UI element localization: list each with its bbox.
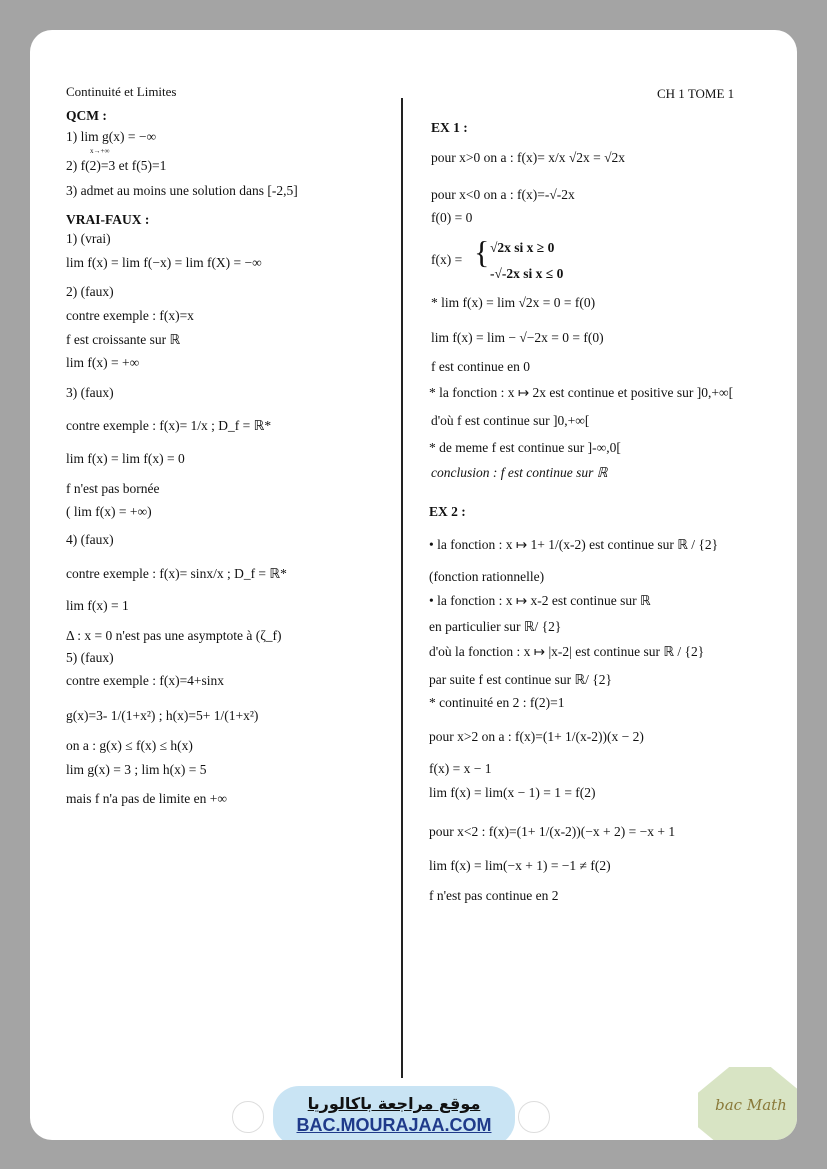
- logo-right-icon: [518, 1101, 550, 1133]
- vf-5-functions: g(x)=3- 1/(1+x²) ; h(x)=5+ 1/(1+x²): [66, 708, 259, 723]
- ex2-title: EX 2 :: [429, 504, 466, 519]
- ex1-line-1: pour x>0 on a : f(x)= x/x √2x = √2x: [431, 150, 626, 165]
- vf-4: 4) (faux): [66, 532, 114, 547]
- ex2-line-6: par suite f est continue sur ℝ/ {2}: [429, 672, 612, 687]
- logo-left-icon: [232, 1101, 264, 1133]
- vf-2-claim: f est croissante sur ℝ: [66, 332, 181, 347]
- ex1-positive: * la fonction : x ↦ 2x est continue et positive sur ]0,+∞[: [429, 385, 734, 400]
- ex1-limit-left: * lim f(x) = lim √2x = 0 = f(0): [431, 295, 596, 310]
- vf-3-not-bounded: f n'est pas bornée: [66, 481, 160, 496]
- ex1-case-1: √2x si x ≥ 0: [490, 240, 555, 255]
- document-page: [30, 30, 797, 1140]
- ex1-meme: * de meme f est continue sur ]-∞,0[: [429, 440, 621, 455]
- column-divider: [401, 98, 403, 1078]
- vf-3-example: contre exemple : f(x)= 1/x ; D_f = ℝ*: [66, 418, 272, 433]
- ex2-line-10: lim f(x) = lim(x − 1) = 1 = f(2): [429, 785, 596, 800]
- banner-arabic: موقع مراجعة باكالوريا: [307, 1094, 481, 1113]
- ex1-limit-right: lim f(x) = lim − √−2x = 0 = f(0): [431, 330, 604, 345]
- ex2-line-7: * continuité en 2 : f(2)=1: [429, 695, 565, 710]
- ex2-line-8: pour x>2 on a : f(x)=(1+ 1/(x-2))(x − 2): [429, 729, 644, 744]
- ex1-dou: d'où f est continue sur ]0,+∞[: [431, 413, 590, 428]
- vf-3-limit: lim f(x) = lim f(x) = 0: [66, 451, 185, 466]
- qcm-answer-2: 2) f(2)=3 et f(5)=1: [66, 158, 167, 173]
- vf-1: 1) (vrai): [66, 231, 111, 246]
- vf-5-inequality: on a : g(x) ≤ f(x) ≤ h(x): [66, 738, 193, 753]
- vf-4-limit: lim f(x) = 1: [66, 598, 129, 613]
- vf-4-example: contre exemple : f(x)= sinx/x ; D_f = ℝ*: [66, 566, 287, 581]
- ex1-continuous-0: f est continue en 0: [431, 359, 530, 374]
- ex2-line-3: • la fonction : x ↦ x-2 est continue sur ℝ: [429, 593, 651, 608]
- vf-5-limits: lim g(x) = 3 ; lim h(x) = 5: [66, 762, 207, 777]
- ex1-brace: {: [474, 234, 490, 270]
- vf-5-example: contre exemple : f(x)=4+sinx: [66, 673, 225, 688]
- banner-site-link[interactable]: BAC.MOURAJAA.COM: [296, 1115, 492, 1135]
- vf-2-limit: lim f(x) = +∞: [66, 355, 140, 370]
- qcm-answer-1: 1) lim g(x) = −∞ x→+∞: [66, 129, 157, 155]
- ex2-line-12: lim f(x) = lim(−x + 1) = −1 ≠ f(2): [429, 858, 611, 873]
- qcm-answer-3: 3) admet au moins une solution dans [-2,5]: [66, 183, 298, 198]
- ex2-line-9: f(x) = x − 1: [429, 761, 492, 776]
- ex2-line-11: pour x<2 : f(x)=(1+ 1/(x-2))(−x + 2) = −x + 1: [429, 824, 676, 839]
- ex2-line-13: f n'est pas continue en 2: [429, 888, 559, 903]
- ex1-case-2: -√-2x si x ≤ 0: [490, 266, 564, 281]
- header-title: Continuité et Limites: [66, 84, 177, 99]
- ex2-line-2: (fonction rationnelle): [429, 569, 545, 584]
- ex1-conclusion: conclusion : f est continue sur ℝ: [431, 465, 608, 480]
- ex2-line-5: d'où la fonction : x ↦ |x-2| est continue sur ℝ / {2}: [429, 644, 705, 659]
- qcm-title: QCM :: [66, 108, 107, 123]
- vf-2-example: contre exemple : f(x)=x: [66, 308, 194, 323]
- vrai-faux-title: VRAI-FAUX :: [66, 212, 150, 227]
- vf-3: 3) (faux): [66, 385, 114, 400]
- ex2-line-1: • la fonction : x ↦ 1+ 1/(x-2) est continue sur ℝ / {2}: [429, 537, 719, 552]
- vf-5: 5) (faux): [66, 650, 114, 665]
- ex1-line-3: f(0) = 0: [431, 210, 473, 225]
- bac-math-badge-text: bac Math: [715, 1096, 787, 1114]
- ex2-line-4: en particulier sur ℝ/ {2}: [429, 619, 562, 634]
- site-banner[interactable]: [273, 1086, 515, 1140]
- vf-5-conclusion: mais f n'a pas de limite en +∞: [66, 791, 228, 806]
- ex1-line-2: pour x<0 on a : f(x)=-√-2x: [431, 187, 575, 202]
- vf-4-asymptote: Δ : x = 0 n'est pas une asymptote à (ζ_f): [66, 628, 282, 643]
- vf-2: 2) (faux): [66, 284, 114, 299]
- ex1-title: EX 1 :: [431, 120, 468, 135]
- header-chapter: CH 1 TOME 1: [657, 86, 735, 101]
- vf-3-limit-2: ( lim f(x) = +∞): [66, 504, 152, 519]
- ex1-piecewise-label: f(x) =: [431, 252, 463, 267]
- vf-1-equation: lim f(x) = lim f(−x) = lim f(X) = −∞: [66, 255, 262, 270]
